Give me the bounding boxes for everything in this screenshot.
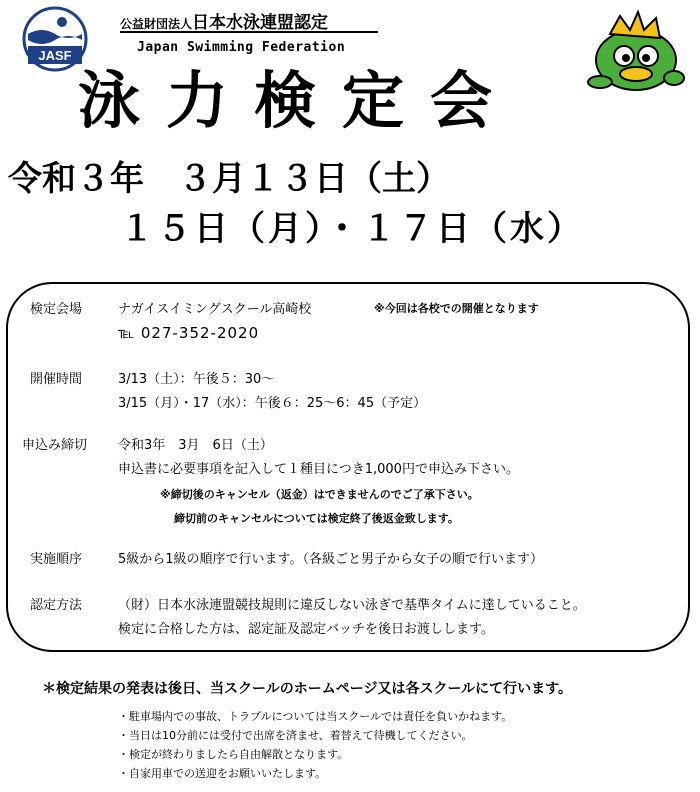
venue-note: ※今回は各校での開催となります bbox=[374, 302, 539, 315]
time-label: 開催時間 bbox=[30, 372, 83, 387]
org-certification: 日本水泳連盟認定 bbox=[192, 13, 329, 33]
org-english-name: Japan Swimming Federation bbox=[137, 40, 346, 55]
logo-text: JASF bbox=[38, 48, 72, 63]
page-title: 泳力検定会 bbox=[78, 64, 519, 137]
order-label: 実施順序 bbox=[30, 552, 83, 567]
notice-item: ・駐車場内での事故、トラブルについては当スクールでは責任を負いかねます。 bbox=[118, 710, 513, 723]
kappa-mascot-image bbox=[580, 8, 690, 100]
venue-name: ナガイスイミングスクール高崎校 bbox=[118, 302, 312, 317]
venue-label: 検定会場 bbox=[30, 302, 83, 317]
org-name bbox=[120, 8, 328, 33]
refund-note: 締切前のキャンセルについては検定終了後返金致します。 bbox=[174, 512, 459, 525]
order-text: 5級から1級の順序で行います。（各級ごと男子から女子の順で行います） bbox=[118, 552, 544, 567]
method-label: 認定方法 bbox=[30, 598, 83, 613]
time-line-1: 3/13（土）：午後５：30～ bbox=[118, 372, 275, 387]
notice-item: ・検定が終わりましたら自由解散となります。 bbox=[118, 748, 349, 761]
notice-item: ・自家用車での送迎をお願いいたします。 bbox=[118, 767, 327, 780]
cancel-note: ※締切後のキャンセル（返金）はできませんのでご了承下さい。 bbox=[160, 488, 479, 501]
jasf-logo bbox=[14, 6, 96, 72]
deadline-instruction: 申込書に必要事項を記入して１種目につき1,000円で申込み下さい。 bbox=[118, 462, 519, 477]
org-divider bbox=[120, 31, 378, 33]
time-line-2: 3/15（月）・17（水）：午後６：25～6：45（予定） bbox=[118, 396, 427, 411]
org-prefix: 公益財団法人 bbox=[120, 17, 193, 31]
event-date-secondary: １５日（月）・１７日（水） bbox=[120, 209, 584, 249]
event-date-primary: 令和３年 ３月１３日（土） bbox=[8, 159, 450, 199]
deadline-date: 令和3年 3月 6日（土） bbox=[118, 438, 273, 453]
deadline-label: 申込み締切 bbox=[22, 438, 88, 453]
notice-item: ・当日は10分前には受付で出席を済ませ、着替えて待機してください。 bbox=[118, 729, 473, 742]
result-announcement: ＊検定結果の発表は後日、当スクールのホームページ又は各スクールにて行います。 bbox=[42, 681, 573, 697]
method-line-2: 検定に合格した方は、認定証及認定バッチを後日お渡しします。 bbox=[118, 622, 494, 637]
method-line-1: （財）日本水泳連盟競技規則に違反しない泳ぎで基準タイムに達していること。 bbox=[118, 598, 586, 613]
venue-phone: ℡ 027-352-2020 bbox=[118, 324, 260, 342]
